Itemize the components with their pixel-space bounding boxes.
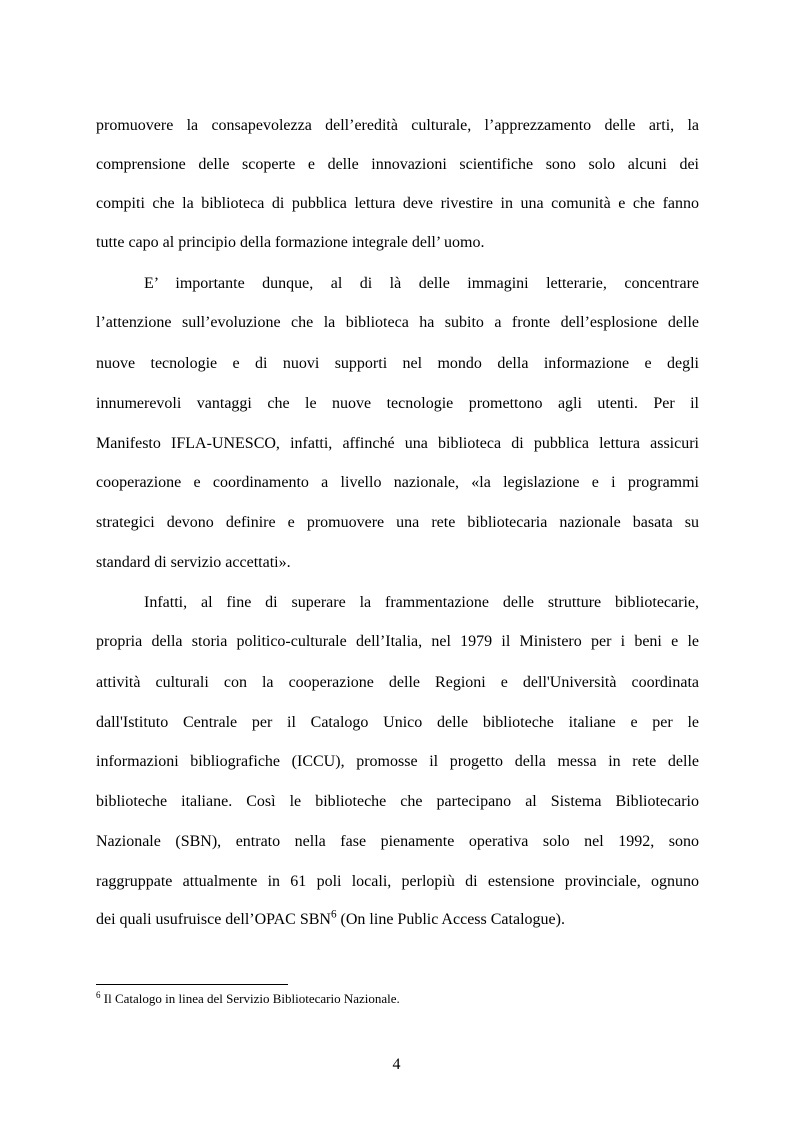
paragraph-line: Infatti, al fine di superare la frammentazione delle strutture bibliotecarie, (144, 594, 699, 611)
footnote (96, 990, 699, 1008)
paragraph-line: biblioteche italiane. Così le biblioteche che partecipano al Sistema Bibliotecario (96, 793, 699, 810)
paragraph-line: tutte capo al principio della formazione integrale dell’ uomo. (96, 234, 485, 251)
paragraph-line: compiti che la biblioteca di pubblica lettura deve rivestire in una comunità e che fanno (96, 195, 699, 212)
footnote-text: Il Catalogo in linea del Servizio Bibliotecario Nazionale. (100, 991, 400, 1006)
paragraph-line: innumerevoli vantaggi che le nuove tecnologie promettono agli utenti. Per il (96, 395, 699, 412)
paragraph-line: propria della storia politico-culturale dell’Italia, nel 1979 il Ministero per i beni e le (96, 633, 699, 650)
paragraph-line: cooperazione e coordinamento a livello nazionale, «la legislazione e i programmi (96, 474, 699, 491)
paragraph-line: Nazionale (SBN), entrato nella fase pienamente operativa solo nel 1992, sono (96, 833, 699, 850)
page-number: 4 (392, 1056, 401, 1073)
paragraph-line: dall'Istituto Centrale per il Catalogo Unico delle biblioteche italiane e per le (96, 714, 699, 731)
paragraph-line: promuovere la consapevolezza dell’eredità culturale, l’apprezzamento delle arti, la (96, 117, 699, 134)
paragraph-line: nuove tecnologie e di nuovi supporti nel mondo della informazione e degli (96, 355, 699, 372)
line-text: dei quali usufruisce dell’OPAC SBN (96, 911, 331, 928)
paragraph-line: l’attenzione sull’evoluzione che la biblioteca ha subito a fronte dell’esplosione delle (96, 314, 699, 331)
line-text: (On line Public Access Catalogue). (336, 911, 565, 928)
paragraph-line: standard di servizio accettati». (96, 554, 291, 571)
paragraph-line: strategici devono definire e promuovere una rete bibliotecaria nazionale basata su (96, 514, 699, 531)
footnote-separator (96, 984, 288, 985)
footnote-mark: 6 (96, 990, 101, 1000)
paragraph-line: E’ importante dunque, al di là delle immagini letterarie, concentrare (144, 275, 699, 292)
paragraph-line-with-footnote (96, 908, 699, 932)
paragraph-line: Manifesto IFLA-UNESCO, infatti, affinché una biblioteca di pubblica lettura assicuri (96, 435, 699, 452)
paragraph-line: comprensione delle scoperte e delle innovazioni scientifiche sono solo alcuni dei (96, 156, 699, 173)
paragraph-line: attività culturali con la cooperazione delle Regioni e dell'Università coordinata (96, 674, 699, 691)
paragraph-line: informazioni bibliografiche (ICCU), promosse il progetto della messa in rete delle (96, 753, 699, 770)
paragraph-line: raggruppate attualmente in 61 poli locali, perlopiù di estensione provinciale, ognuno (96, 873, 699, 890)
footnote-reference[interactable]: 6 (330, 908, 337, 921)
